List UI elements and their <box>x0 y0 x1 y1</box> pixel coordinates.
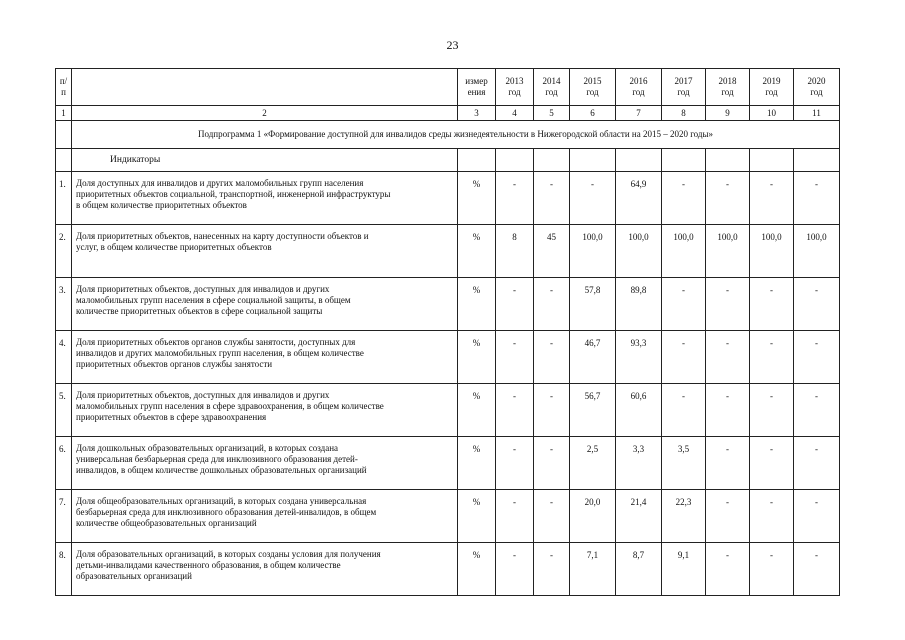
header-year: 2018 год <box>706 69 750 106</box>
value-cell: 3,5 <box>662 437 706 490</box>
row-number: 5. <box>56 384 72 437</box>
column-index: 9 <box>706 106 750 121</box>
row-number: 7. <box>56 490 72 543</box>
column-index: 2 <box>72 106 458 121</box>
value-cell: - <box>750 490 794 543</box>
value-cell: 64,9 <box>616 172 662 225</box>
unit-cell: % <box>458 278 496 331</box>
header-year: 2017 год <box>662 69 706 106</box>
column-index: 10 <box>750 106 794 121</box>
value-cell: 100,0 <box>750 225 794 278</box>
empty-cell <box>750 149 794 172</box>
indicator-row <box>56 278 840 331</box>
column-index: 11 <box>794 106 840 121</box>
value-cell: - <box>750 172 794 225</box>
indicator-name-line: Доля приоритетных объектов, доступных для инвалидов и других <box>76 284 330 294</box>
value-cell: - <box>534 543 570 596</box>
indicators-heading: Индикаторы <box>72 149 458 172</box>
indicator-row <box>56 172 840 225</box>
value-cell: 45 <box>534 225 570 278</box>
unit-cell: % <box>458 331 496 384</box>
value-cell: - <box>750 278 794 331</box>
indicator-name <box>72 437 458 490</box>
indicator-name-line: Доля доступных для инвалидов и других маломобильных групп населения <box>76 178 364 188</box>
value-cell: - <box>750 384 794 437</box>
value-cell: 57,8 <box>570 278 616 331</box>
value-cell: - <box>706 543 750 596</box>
indicator-name-line: в общем количестве приоритетных объектов <box>76 200 247 210</box>
row-number: 4. <box>56 331 72 384</box>
indicator-name-line: Доля приоритетных объектов органов службы занятости, доступных для <box>76 337 356 347</box>
value-cell: - <box>794 384 840 437</box>
indicator-row <box>56 490 840 543</box>
indicator-row <box>56 437 840 490</box>
subprogram-title: Подпрограмма 1 «Формирование доступной для инвалидов среды жизнедеятельности в Нижегородской области на 2015 – 2020 годы» <box>72 121 840 149</box>
indicator-name-line: инвалидов и других маломобильных групп населения, в общем количестве <box>76 348 364 358</box>
empty-cell <box>458 149 496 172</box>
value-cell: 8 <box>496 225 534 278</box>
row-number: 8. <box>56 543 72 596</box>
indicator-name-line: Доля образовательных организаций, в которых созданы условия для получения <box>76 549 381 559</box>
header-year: 2020 год <box>794 69 840 106</box>
value-cell: 100,0 <box>662 225 706 278</box>
empty-cell <box>794 149 840 172</box>
value-cell: - <box>534 490 570 543</box>
empty-cell <box>662 149 706 172</box>
indicator-name <box>72 331 458 384</box>
value-cell: - <box>750 543 794 596</box>
indicator-name <box>72 384 458 437</box>
empty-cell <box>570 149 616 172</box>
value-cell: 20,0 <box>570 490 616 543</box>
value-cell: - <box>534 331 570 384</box>
indicator-name <box>72 225 458 278</box>
indicator-name <box>72 172 458 225</box>
value-cell: - <box>794 437 840 490</box>
value-cell: 21,4 <box>616 490 662 543</box>
value-cell: - <box>534 172 570 225</box>
unit-cell: % <box>458 437 496 490</box>
column-index: 5 <box>534 106 570 121</box>
indicator-name-line: инвалидов, в общем количестве дошкольных образовательных организаций <box>76 465 367 475</box>
indicator-name-line: безбарьерная среда для инклюзивного образования детей-инвалидов, в общем <box>76 507 377 517</box>
indicator-name-line: приоритетных объектов социальной, транспортной, инженерной инфраструктуры <box>76 189 391 199</box>
value-cell: - <box>662 384 706 437</box>
value-cell: - <box>706 384 750 437</box>
column-index: 4 <box>496 106 534 121</box>
header-row <box>56 69 840 106</box>
indicator-row <box>56 225 840 278</box>
column-index: 8 <box>662 106 706 121</box>
value-cell: - <box>534 384 570 437</box>
empty-cell <box>616 149 662 172</box>
value-cell: 100,0 <box>570 225 616 278</box>
empty-cell <box>56 149 72 172</box>
indicator-name-line: Доля приоритетных объектов, доступных для инвалидов и других <box>76 390 330 400</box>
subprogram-row <box>56 121 840 149</box>
value-cell: 46,7 <box>570 331 616 384</box>
empty-cell <box>534 149 570 172</box>
value-cell: - <box>662 278 706 331</box>
value-cell: - <box>750 437 794 490</box>
unit-cell: % <box>458 543 496 596</box>
value-cell: - <box>570 172 616 225</box>
value-cell: - <box>496 543 534 596</box>
value-cell: 8,7 <box>616 543 662 596</box>
header-name <box>72 69 458 106</box>
value-cell: - <box>794 490 840 543</box>
value-cell: 93,3 <box>616 331 662 384</box>
column-index-row <box>56 106 840 121</box>
value-cell: 2,5 <box>570 437 616 490</box>
column-index: 1 <box>56 106 72 121</box>
unit-cell: % <box>458 490 496 543</box>
value-cell: - <box>794 331 840 384</box>
value-cell: - <box>750 331 794 384</box>
value-cell: 7,1 <box>570 543 616 596</box>
value-cell: - <box>706 331 750 384</box>
value-cell: - <box>496 172 534 225</box>
value-cell: 56,7 <box>570 384 616 437</box>
value-cell: - <box>496 331 534 384</box>
value-cell: - <box>706 490 750 543</box>
value-cell: - <box>534 278 570 331</box>
indicator-name-line: маломобильных групп населения в сфере социальной защиты, в общем <box>76 295 351 305</box>
indicator-name <box>72 490 458 543</box>
value-cell: - <box>496 278 534 331</box>
value-cell: - <box>706 172 750 225</box>
column-index: 3 <box>458 106 496 121</box>
indicator-name-line: Доля приоритетных объектов, нанесенных на карту доступности объектов и <box>76 231 369 241</box>
value-cell: - <box>496 490 534 543</box>
indicator-row <box>56 331 840 384</box>
indicator-name-line: приоритетных объектов органов службы занятости <box>76 359 273 369</box>
indicator-name <box>72 278 458 331</box>
unit-cell: % <box>458 172 496 225</box>
unit-cell: % <box>458 384 496 437</box>
value-cell: 22,3 <box>662 490 706 543</box>
row-number: 3. <box>56 278 72 331</box>
value-cell: - <box>662 331 706 384</box>
row-number: 1. <box>56 172 72 225</box>
header-year: 2014 год <box>534 69 570 106</box>
indicator-name-line: приоритетных объектов в сфере здравоохранения <box>76 412 267 422</box>
header-year: 2015 год <box>570 69 616 106</box>
indicator-name-line: количестве общеобразовательных организаций <box>76 518 257 528</box>
indicators-heading-row <box>56 149 840 172</box>
indicator-name-line: маломобильных групп населения в сфере здравоохранения, в общем количестве <box>76 401 384 411</box>
indicator-name-line: Доля общеобразовательных организаций, в которых создана универсальная <box>76 496 367 506</box>
header-year: 2013 год <box>496 69 534 106</box>
value-cell: 89,8 <box>616 278 662 331</box>
header-num: п/ п <box>56 69 72 106</box>
subprogram-num-cell <box>56 121 72 149</box>
row-number: 2. <box>56 225 72 278</box>
indicator-name-line: образовательных организаций <box>76 571 192 581</box>
empty-cell <box>496 149 534 172</box>
value-cell: 100,0 <box>794 225 840 278</box>
indicator-name-line: услуг, в общем количестве приоритетных объектов <box>76 242 272 252</box>
indicator-name <box>72 543 458 596</box>
page-number: 23 <box>446 38 459 52</box>
header-unit: измер ения <box>458 69 496 106</box>
column-index: 6 <box>570 106 616 121</box>
indicator-row <box>56 543 840 596</box>
value-cell: - <box>706 437 750 490</box>
value-cell: - <box>496 384 534 437</box>
value-cell: 100,0 <box>706 225 750 278</box>
value-cell: - <box>496 437 534 490</box>
indicator-name-line: Доля дошкольных образовательных организаций, в которых создана <box>76 443 339 453</box>
value-cell: - <box>534 437 570 490</box>
indicator-name-line: универсальная безбарьерная среда для инклюзивного образования детей- <box>76 454 358 464</box>
unit-cell: % <box>458 225 496 278</box>
header-year: 2016 год <box>616 69 662 106</box>
column-index: 7 <box>616 106 662 121</box>
value-cell: 9,1 <box>662 543 706 596</box>
indicator-name-line: количестве приоритетных объектов в сфере социальной защиты <box>76 306 323 316</box>
indicator-name-line: детьми-инвалидами качественного образования, в общем количестве <box>76 560 341 570</box>
value-cell: - <box>706 278 750 331</box>
empty-cell <box>706 149 750 172</box>
row-number: 6. <box>56 437 72 490</box>
indicator-row <box>56 384 840 437</box>
indicators-table <box>55 68 840 596</box>
value-cell: - <box>662 172 706 225</box>
value-cell: - <box>794 172 840 225</box>
header-year: 2019 год <box>750 69 794 106</box>
value-cell: 100,0 <box>616 225 662 278</box>
value-cell: - <box>794 278 840 331</box>
value-cell: - <box>794 543 840 596</box>
value-cell: 3,3 <box>616 437 662 490</box>
value-cell: 60,6 <box>616 384 662 437</box>
